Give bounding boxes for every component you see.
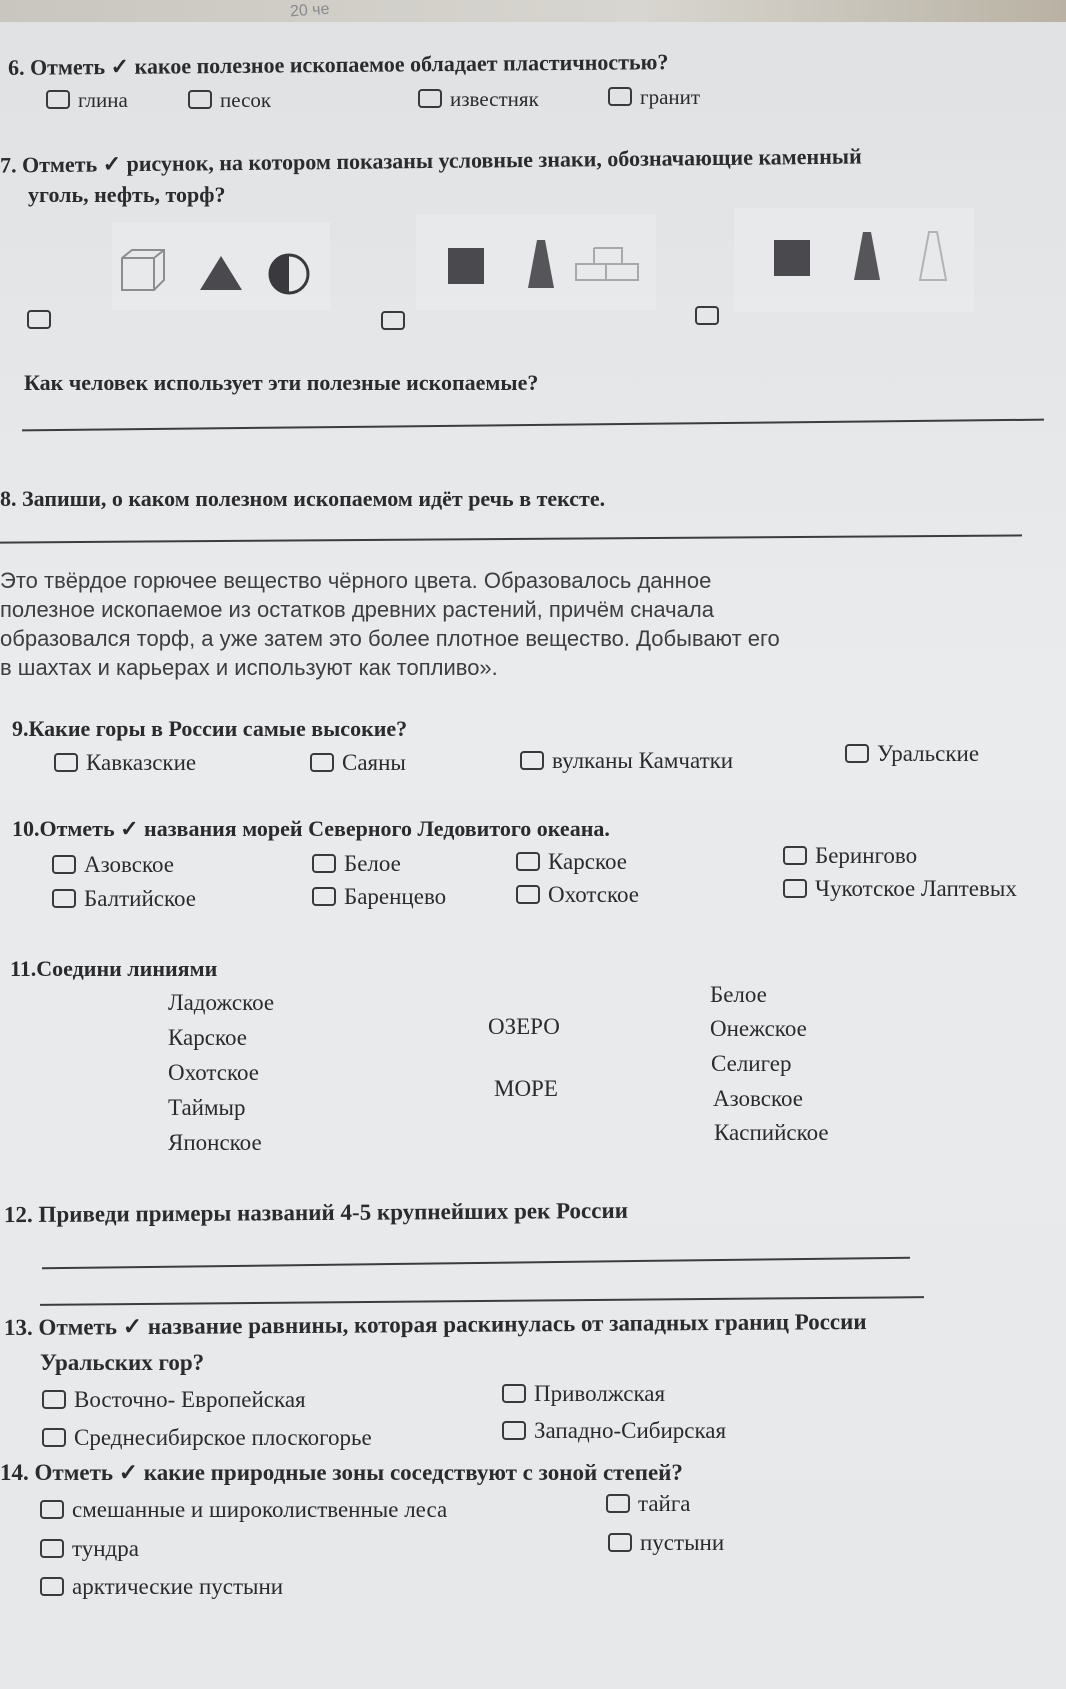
checkbox[interactable] xyxy=(40,1500,64,1519)
checkbox[interactable] xyxy=(608,1533,632,1552)
q14-option-1[interactable]: смешанные и широколиственные леса xyxy=(40,1497,447,1523)
q9-option-2[interactable]: Саяны xyxy=(310,750,406,776)
checkbox[interactable] xyxy=(516,885,540,904)
q14-option-4[interactable]: пустыни xyxy=(608,1530,724,1556)
checkbox[interactable] xyxy=(40,1539,64,1558)
question-6: 6. Отметь ✓ какое полезное ископаемое обладает пластичностью? xyxy=(7,49,669,80)
square-icon xyxy=(772,238,812,278)
q11-middle-item[interactable]: МОРЕ xyxy=(494,1076,558,1101)
q10-option-karskoe[interactable]: Карское xyxy=(516,849,627,875)
q11-right-item[interactable]: Азовское xyxy=(713,1086,803,1111)
q10-option-baltiyskoe[interactable]: Балтийское xyxy=(52,886,196,912)
question-13-line-2: Уральских гор? xyxy=(40,1350,205,1375)
question-7-line-1: 7. Отметь ✓ рисунок, на котором показаны условные знаки, обозначающие каменный xyxy=(0,143,862,178)
checkbox[interactable] xyxy=(520,751,544,770)
q10-option-chukotskoe-laptevykh[interactable]: Чукотское Лаптевых xyxy=(783,876,1017,902)
q11-middle-item[interactable]: ОЗЕРО xyxy=(488,1014,560,1039)
cube-icon xyxy=(118,246,168,294)
q11-left-item[interactable]: Японское xyxy=(168,1130,262,1155)
question-14: 14. Отметь ✓ какие природные зоны соседствуют с зоной степей? xyxy=(0,1460,683,1485)
q9-option-1[interactable]: Кавказские xyxy=(54,750,196,776)
checkbox[interactable] xyxy=(42,1428,66,1447)
q10-option-barentsevo[interactable]: Баренцево xyxy=(312,884,446,910)
checkbox[interactable] xyxy=(516,852,540,871)
checkbox[interactable] xyxy=(783,846,807,865)
question-10: 10.Отметь ✓ названия морей Северного Ледовитого океана. xyxy=(12,816,610,841)
half-circle-icon xyxy=(266,252,312,296)
cone-icon xyxy=(852,230,882,282)
q6-option-3[interactable]: известняк xyxy=(418,87,539,112)
checkbox[interactable] xyxy=(42,1390,66,1409)
checkbox[interactable] xyxy=(310,753,334,772)
cone-icon xyxy=(526,238,556,290)
checkbox[interactable] xyxy=(502,1421,526,1440)
q11-left-item[interactable]: Ладожское xyxy=(168,990,275,1015)
q7-option-2-checkbox[interactable] xyxy=(381,311,405,330)
q7-option-1-checkbox[interactable] xyxy=(27,310,51,329)
answer-line[interactable] xyxy=(42,1257,910,1270)
q13-option-4[interactable]: Западно-Сибирская xyxy=(502,1418,726,1444)
checkbox[interactable] xyxy=(52,889,76,908)
checkbox[interactable] xyxy=(418,89,442,108)
q9-option-3[interactable]: вулканы Камчатки xyxy=(520,748,733,774)
q13-option-2[interactable]: Приволжская xyxy=(502,1381,665,1407)
q6-option-1[interactable]: глина xyxy=(46,88,128,113)
question-8: 8. Запиши, о каком полезном ископаемом идёт речь в тексте. xyxy=(0,486,606,511)
checkbox[interactable] xyxy=(312,887,336,906)
q11-right-item[interactable]: Селигер xyxy=(711,1051,792,1076)
handwritten-scrawl: 20 че xyxy=(289,0,330,21)
checkbox[interactable] xyxy=(40,1577,64,1596)
q11-right-item[interactable]: Каспийское xyxy=(714,1120,829,1145)
question-7-line-2: уголь, нефть, торф? xyxy=(28,182,226,207)
q14-option-5[interactable]: арктические пустыни xyxy=(40,1574,283,1600)
q14-option-3[interactable]: тундра xyxy=(40,1536,139,1562)
q6-option-4[interactable]: гранит xyxy=(608,85,700,110)
q9-option-4[interactable]: Уральские xyxy=(845,741,979,767)
question-13-line-1: 13. Отметь ✓ название равнины, которая раскинулась от западных границ России xyxy=(3,1308,867,1341)
checkbox[interactable] xyxy=(312,854,336,873)
bricks-icon xyxy=(574,246,640,282)
checkbox[interactable] xyxy=(845,744,869,763)
question-7-followup: Как человек использует эти полезные ископаемые? xyxy=(24,370,539,395)
checkbox[interactable] xyxy=(608,87,632,106)
q7-option-3-checkbox[interactable] xyxy=(695,306,719,325)
checkbox[interactable] xyxy=(188,90,212,109)
checkbox[interactable] xyxy=(783,879,807,898)
answer-line[interactable] xyxy=(0,534,1022,543)
answer-line[interactable] xyxy=(22,419,1044,432)
square-icon xyxy=(446,246,486,286)
checkbox[interactable] xyxy=(606,1494,630,1513)
q10-option-okhotskoe[interactable]: Охотское xyxy=(516,882,639,908)
q11-left-item[interactable]: Карское xyxy=(168,1025,247,1050)
checkbox[interactable] xyxy=(52,855,76,874)
q6-option-2[interactable]: песок xyxy=(188,88,271,113)
q11-right-item[interactable]: Белое xyxy=(710,982,767,1007)
q11-left-item[interactable]: Таймыр xyxy=(168,1095,246,1120)
q11-right-item[interactable]: Онежское xyxy=(710,1016,807,1041)
question-12: 12. Приведи примеры названий 4-5 крупнейших рек России xyxy=(3,1197,628,1228)
triangle-icon xyxy=(198,254,244,292)
q14-option-2[interactable]: тайга xyxy=(606,1491,691,1517)
checkbox[interactable] xyxy=(46,90,70,109)
q10-option-beringovo[interactable]: Берингово xyxy=(783,843,917,869)
checkbox[interactable] xyxy=(54,753,78,772)
q10-option-beloe[interactable]: Белое xyxy=(312,851,401,877)
outline-cone-icon xyxy=(918,230,948,282)
q10-option-azov[interactable]: Азовское xyxy=(52,852,174,878)
q13-option-3[interactable]: Среднесибирское плоскогорье xyxy=(42,1425,372,1451)
question-11: 11.Соедини линиями xyxy=(10,956,218,981)
q13-option-1[interactable]: Восточно- Европейская xyxy=(42,1387,306,1413)
q8-text-passage: Это твёрдое горючее вещество чёрного цвета. Образовалось данное полезное ископаемое из остатков древних растений, причём сначала образовался торф, а уже затем это более плотное вещество. Добывают его в шахтах и карьерах и используют как топливо». xyxy=(0,568,780,680)
page-top-edge xyxy=(0,0,1066,22)
answer-line[interactable] xyxy=(40,1296,924,1306)
question-9: 9.Какие горы в России самые высокие? xyxy=(12,716,408,741)
checkbox[interactable] xyxy=(502,1384,526,1403)
q11-left-item[interactable]: Охотское xyxy=(168,1060,259,1085)
